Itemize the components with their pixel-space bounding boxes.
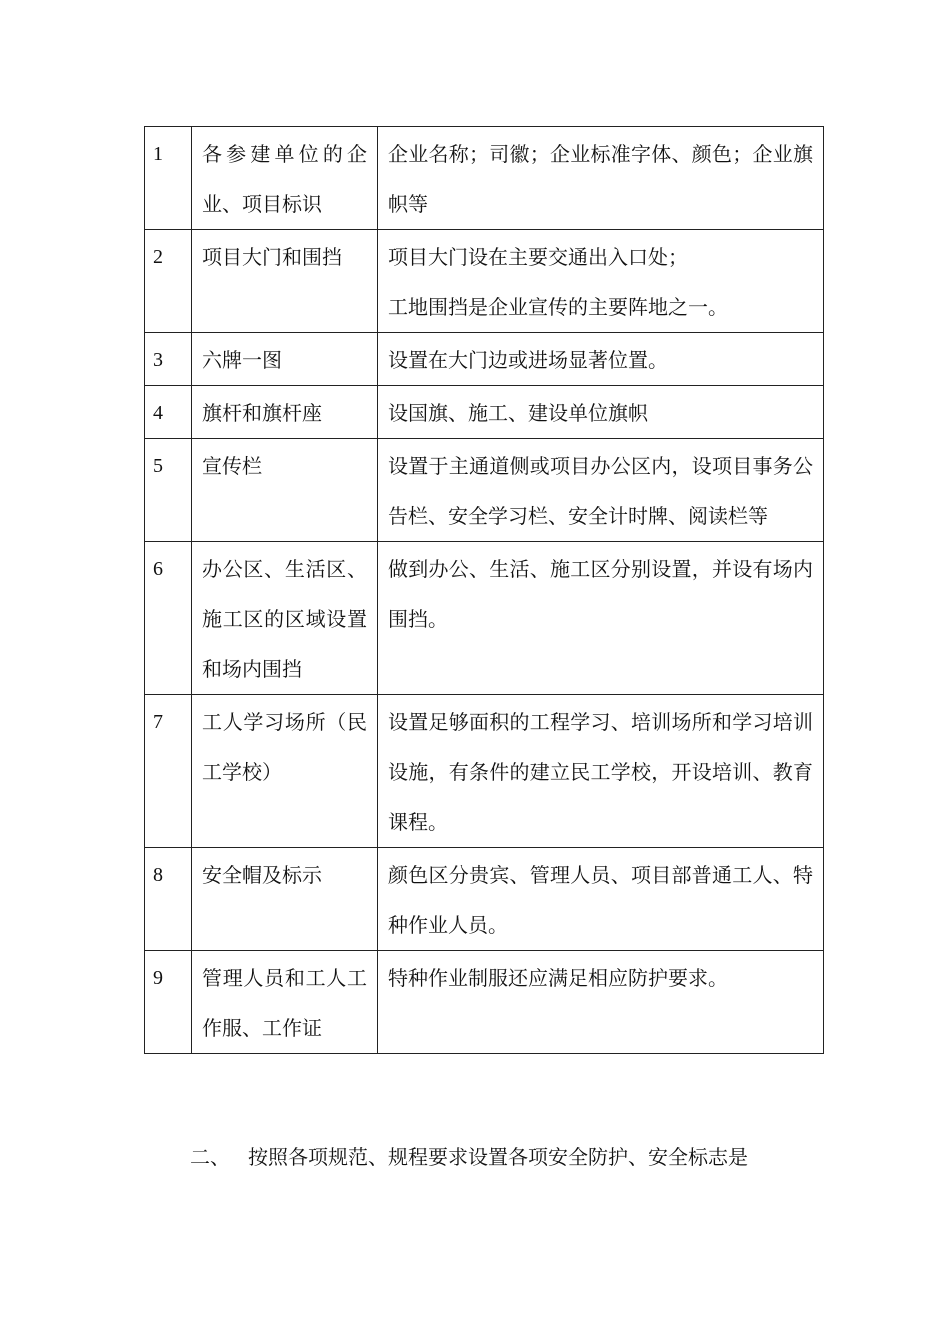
table-body [145,127,824,1054]
row-description [378,386,824,439]
site-identity-table [144,126,824,1054]
table-row [145,951,824,1054]
row-item: 六牌一图 [192,333,378,386]
row-description [378,230,824,333]
description-line: 特种作业制服还应满足相应防护要求。 [388,966,728,990]
row-item: 工人学习场所（民工学校） [192,695,378,848]
row-item: 各参建单位的企业、项目标识 [192,127,378,230]
row-item: 宣传栏 [192,439,378,542]
row-description [378,333,824,386]
row-description [378,439,824,542]
row-number: 6 [145,542,192,695]
description-line: 设置在大门边或进场显著位置。 [388,348,668,372]
description-line: 项目大门设在主要交通出入口处； [388,245,688,269]
row-number: 1 [145,127,192,230]
section-text: 按照各项规范、规程要求设置各项安全防护、安全标志是 [248,1145,748,1169]
row-description [378,951,824,1054]
row-number: 3 [145,333,192,386]
table-row [145,848,824,951]
description-line: 工地围挡是企业宣传的主要阵地之一。 [388,295,728,319]
description-line: 颜色区分贵宾、管理人员、项目部普通工人、特种作业人员。 [388,863,813,937]
section-number: 二、 [190,1145,230,1169]
table-row [145,695,824,848]
table-row [145,333,824,386]
row-description [378,848,824,951]
row-item: 项目大门和围挡 [192,230,378,333]
row-number: 4 [145,386,192,439]
description-line: 设国旗、施工、建设单位旗帜 [388,401,648,425]
table-row [145,127,824,230]
row-item: 安全帽及标示 [192,848,378,951]
row-description [378,695,824,848]
row-number: 8 [145,848,192,951]
table-row [145,230,824,333]
table-row [145,386,824,439]
description-line: 设置足够面积的工程学习、培训场所和学习培训设施，有条件的建立民工学校，开设培训、教育课程。 [388,710,813,834]
row-item: 管理人员和工人工作服、工作证 [192,951,378,1054]
row-item: 办公区、生活区、施工区的区域设置和场内围挡 [192,542,378,695]
row-number: 2 [145,230,192,333]
row-number: 5 [145,439,192,542]
row-description [378,542,824,695]
description-line: 做到办公、生活、施工区分别设置，并设有场内围挡。 [388,557,813,631]
description-line: 设置于主通道侧或项目办公区内，设项目事务公告栏、安全学习栏、安全计时牌、阅读栏等 [388,454,813,528]
row-description [378,127,824,230]
row-number: 9 [145,951,192,1054]
row-number: 7 [145,695,192,848]
description-line: 企业名称；司徽；企业标准字体、颜色；企业旗帜等 [388,142,813,216]
row-item: 旗杆和旗杆座 [192,386,378,439]
table-row [145,439,824,542]
table-row [145,542,824,695]
section-heading-paragraph [190,1132,830,1182]
